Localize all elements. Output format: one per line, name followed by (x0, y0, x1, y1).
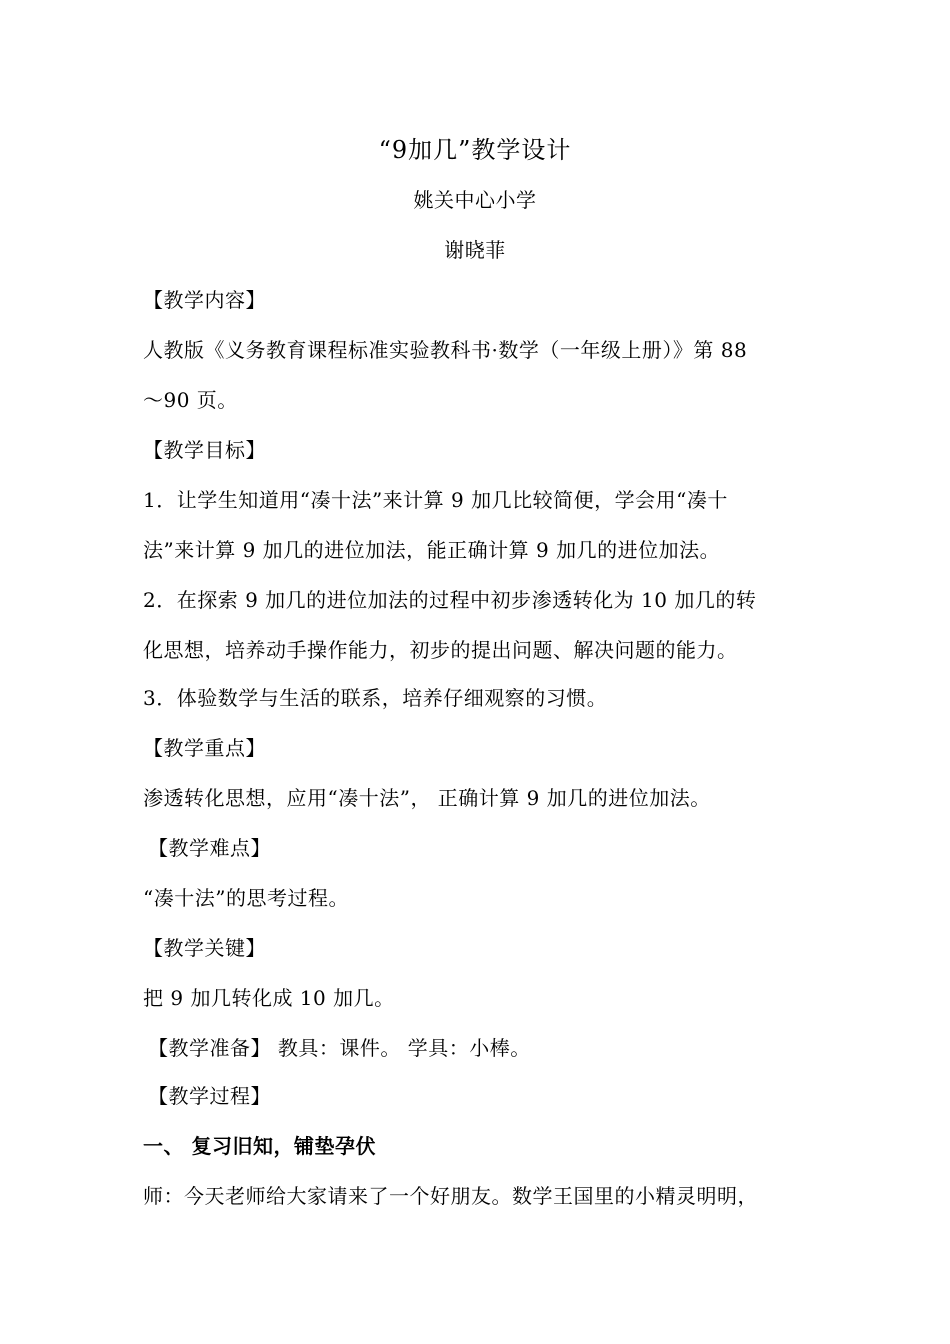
content-heading: 【教学内容】 (143, 288, 266, 312)
author-name: 谢晓菲 (444, 238, 506, 262)
goal-2-line-2: 化思想，培养动手操作能力，初步的提出问题、解决问题的能力。 (143, 638, 738, 662)
goal-1-line-1: 1．让学生知道用“凑十法”来计算 9 加几比较简便，学会用“凑十 (143, 488, 728, 512)
school-name: 姚关中心小学 (413, 188, 537, 212)
process-heading: 【教学过程】 (148, 1084, 271, 1108)
content-line-1: 人教版《义务教育课程标准实验教科书·数学（一年级上册）》第 88 (143, 338, 748, 362)
prep-line: 【教学准备】 教具：课件。 学具：小棒。 (148, 1036, 531, 1060)
goal-2-line-1: 2．在探索 9 加几的进位加法的过程中初步渗透转化为 10 加几的转 (143, 588, 757, 612)
key-text: 渗透转化思想，应用“凑十法”， 正确计算 9 加几的进位加法。 (143, 786, 711, 810)
goals-heading: 【教学目标】 (143, 438, 266, 462)
document-title: “9加几”教学设计 (378, 136, 572, 164)
crux-text: 把 9 加几转化成 10 加几。 (143, 986, 395, 1010)
step-1-text: 师：今天老师给大家请来了一个好朋友。数学王国里的小精灵明明， (143, 1184, 758, 1208)
step-1-heading: 一、 复习旧知，铺垫孕伏 (143, 1134, 376, 1158)
crux-heading: 【教学关键】 (143, 936, 266, 960)
difficulty-heading: 【教学难点】 (148, 836, 271, 860)
goal-3-line-1: 3．体验数学与生活的联系，培养仔细观察的习惯。 (143, 686, 608, 710)
content-line-2: ～90 页。 (143, 388, 238, 412)
goal-1-line-2: 法”来计算 9 加几的进位加法，能正确计算 9 加几的进位加法。 (143, 538, 721, 562)
difficulty-text: “凑十法”的思考过程。 (143, 886, 349, 910)
key-heading: 【教学重点】 (143, 736, 266, 760)
